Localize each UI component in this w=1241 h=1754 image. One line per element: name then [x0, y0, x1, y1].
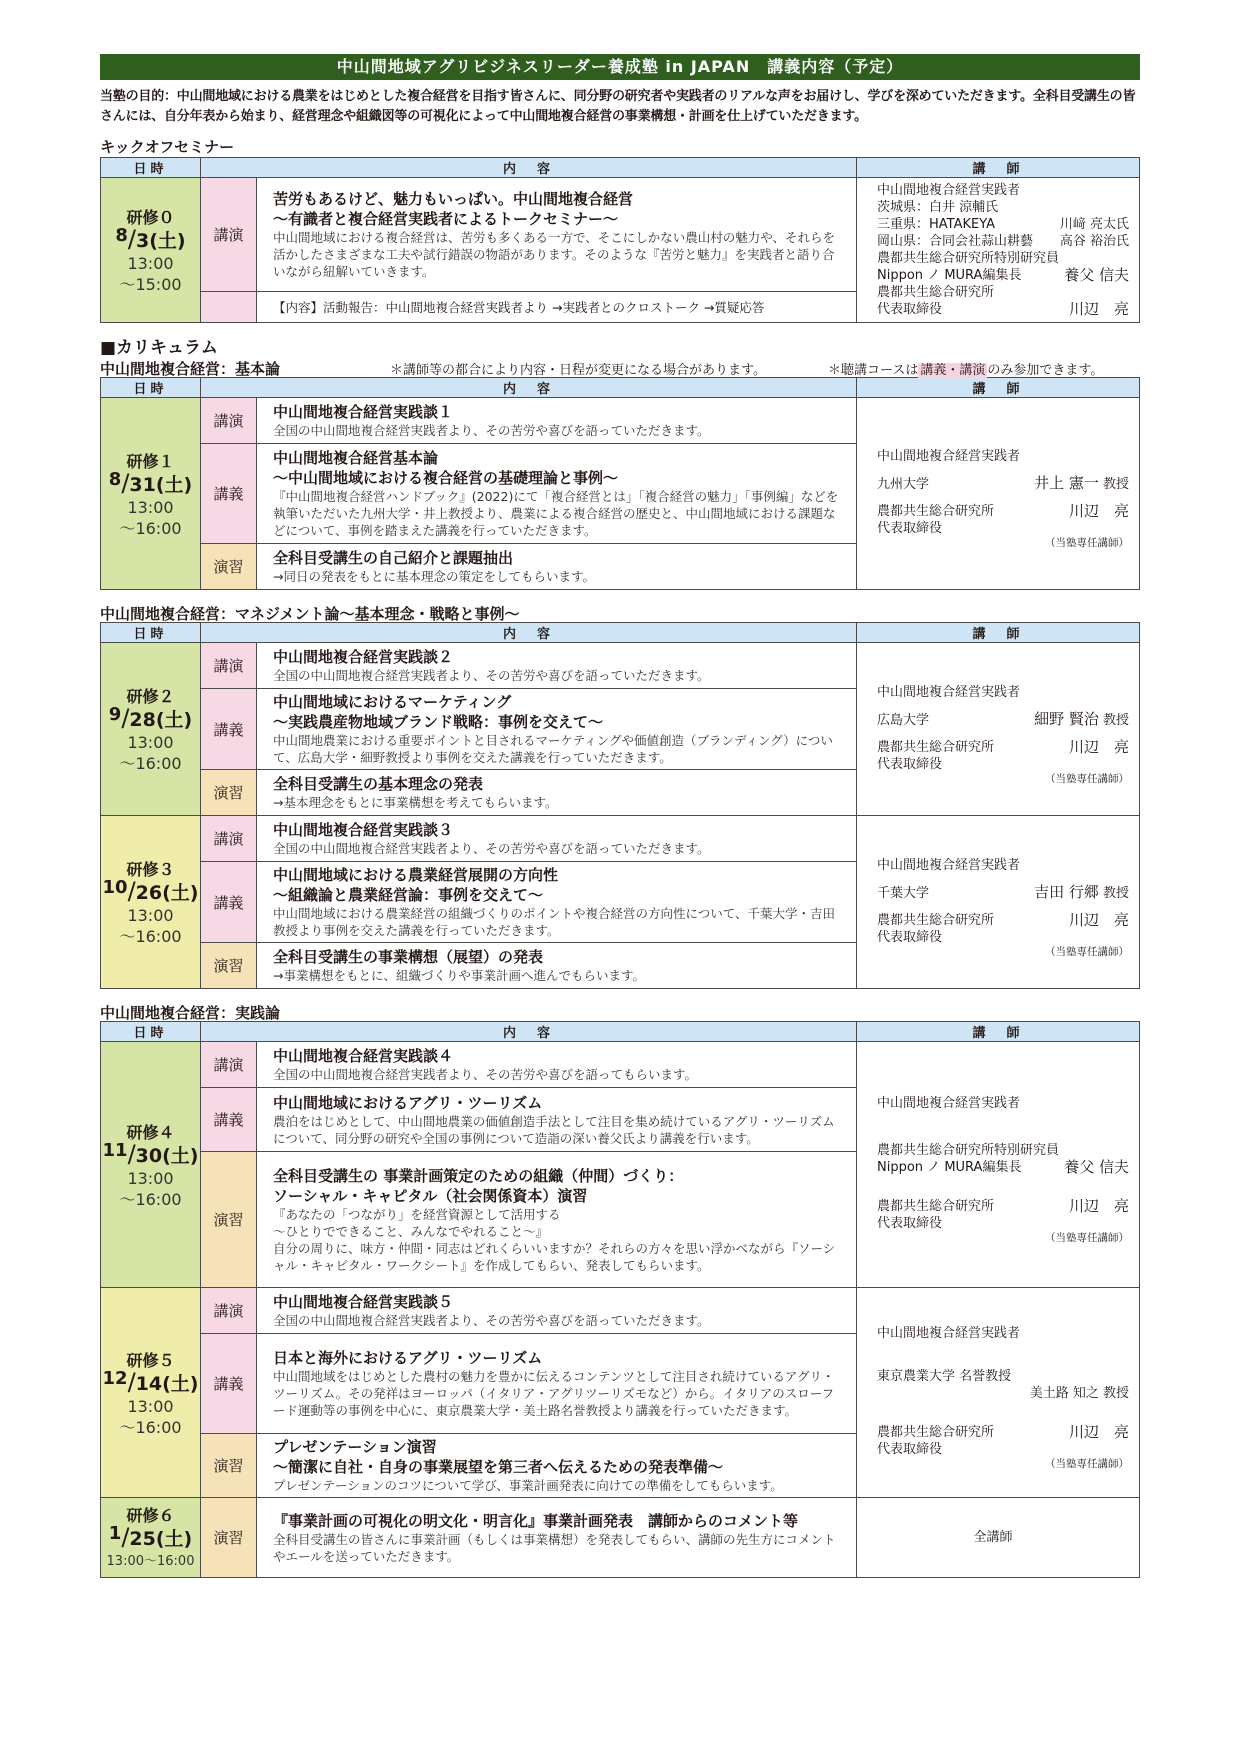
lecturer-name: 井上 憲一 [1034, 474, 1099, 492]
type-cell: 講演 [201, 1288, 257, 1334]
date-month: 1 [108, 1523, 122, 1544]
content-body: 自分の周りに、味方・仲間・同志はどれくらいいますか？それらの方々を思い浮かべながら『ソーシャル・キャピタル・ワークシート』を作成してもらい、発表してもらいます。 [273, 1240, 836, 1273]
content-body: 〜ひとりでできること、みんなでやれること〜』 [273, 1223, 549, 1239]
type-cell: 講義 [201, 862, 257, 943]
intro-text: 当塾の目的：中山間地域における農業をはじめとした複合経営を目指す皆さんに、同分野の研究者や実践者のリアルな声をお届けし、学びを深めていただきます。全科目受講生の皆さんには、自分年表から始まり、経営理念や組織図等の可視化によって中山間地複合経営の事業構想・計画を仕上げていただきます。 [100, 89, 1136, 124]
type-cell: 講演 [201, 178, 257, 292]
lecturer-affiliation: 農都共生総合研究所 [877, 1425, 995, 1440]
lecturer-cell [857, 1042, 1140, 1288]
content-body: 農泊をはじめとして、中山間地農業の価値創造手法として注目を集め続けているアグリ・ツーリズムについて、同分野の研究や全国の事例について造詣の深い養父氏より講義を行います。 [273, 1113, 835, 1146]
lecturer-title: 教授 [1102, 885, 1129, 901]
lecturer-title: Nippon ノ MURA編集長 [877, 1160, 1022, 1175]
lecturer-title: 代表取締役 [877, 1216, 943, 1231]
lecturer-name: 川﨑 亮太氏 [1059, 217, 1129, 232]
lecturer-note: （当塾専任講師） [1045, 537, 1129, 549]
lecturer-label: 中山間地複合経営実践者 [877, 857, 1021, 873]
session-label: 研修３ [126, 860, 175, 879]
lecturer-affiliation: 九州大学 [877, 477, 930, 492]
lecturer-cell [857, 643, 1140, 816]
lecturer-title: 教授 [1102, 1386, 1129, 1401]
lecturer-name: 養父 信夫 [1064, 266, 1129, 284]
date-day: 28(土) [129, 709, 193, 731]
content-subheading: 〜簡潔に自社・自身の事業展望を第三者へ伝えるための発表準備〜 [273, 1458, 724, 1476]
content-body: 全国の中山間地複合経営実践者より、その苦労や喜びを語っていただきます。 [273, 668, 710, 683]
lecturer-affiliation: 千葉大学 [877, 885, 930, 901]
lecturer-affiliation: 農都共生総合研究所 [877, 504, 995, 519]
time-start: 13:00 [127, 254, 174, 273]
date-day: 30(土) [135, 1144, 199, 1167]
lecturer-name: 川辺 亮 [1068, 910, 1129, 929]
content-heading: 日本と海外におけるアグリ・ツーリズム [273, 1349, 543, 1367]
date-cell: 研修５ 12/14(土) 13:00 〜16:00 [101, 1288, 201, 1498]
content-body: →同日の発表をもとに基本理念の策定をしてもらいます。 [273, 569, 595, 584]
content-cell [257, 689, 857, 770]
lecturer-name: 吉田 行郷 [1034, 882, 1099, 901]
page [100, 54, 1140, 1578]
content-heading: 中山間地複合経営基本論 [273, 449, 439, 467]
header-content: 内 容 [201, 623, 857, 643]
content-heading: 中山間地複合経営実践談３ [273, 821, 454, 839]
section-title: 中山間地複合経営：実践論 [100, 1003, 281, 1022]
date-month: 10 [102, 877, 128, 898]
time-range: 13:00〜16:00 [106, 1554, 195, 1569]
lecturer-line: 岡山県：合同会社蒜山耕藝 [877, 234, 1034, 249]
content-cell [257, 1334, 857, 1434]
date-cell: 研修４ 11/30(土) 13:00 〜16:00 [101, 1042, 201, 1288]
content-heading: 中山間地複合経営実践談２ [273, 648, 454, 666]
date-day: 26(土) [135, 882, 199, 904]
date-month: 8 [108, 468, 122, 490]
content-cell [257, 398, 857, 444]
lecturer-name: 美土路 知之 [1029, 1386, 1099, 1401]
lecturer-line: 茨城県：白井 涼輔氏 [877, 200, 999, 215]
content-cell [257, 178, 857, 292]
content-heading: 中山間地域におけるアグリ・ツーリズム [273, 1093, 543, 1112]
lecturer-name: 養父 信夫 [1064, 1158, 1129, 1176]
lecturer-cell [857, 178, 1140, 323]
content-body: 全国の中山間地複合経営実践者より、その苦労や喜びを語っていただきます。 [273, 1313, 710, 1328]
content-heading: 全科目受講生の基本理念の発表 [273, 775, 484, 793]
header-content: 内 容 [201, 1022, 857, 1042]
type-cell: 講演 [201, 643, 257, 689]
audit-note-c: のみ参加できます。 [987, 362, 1104, 378]
lecturer-cell: 全講師 [857, 1498, 1140, 1578]
type-cell: 講演 [201, 1042, 257, 1088]
content-heading: 中山間地複合経営実践談１ [273, 403, 454, 421]
page-banner: 中山間地域アグリビジネスリーダー養成塾 in JAPAN 講義内容（予定） [100, 54, 1140, 80]
lecturer-line: 三重県：HATAKEYA [877, 217, 996, 232]
time-end: 〜16:00 [119, 754, 182, 773]
date-day: 31(土) [129, 473, 193, 496]
type-cell: 講義 [201, 1088, 257, 1152]
content-body: 全国の中山間地複合経営実践者より、その苦労や喜びを語ってもらいます。 [273, 1067, 698, 1082]
session-label: 研修６ [126, 1506, 175, 1525]
type-cell: 演習 [201, 1152, 257, 1288]
time-end: 〜15:00 [119, 275, 182, 294]
content-body: 全国の中山間地複合経営実践者より、その苦労や喜びを語っていただきます。 [273, 423, 710, 438]
date-month: 11 [102, 1139, 128, 1161]
content-subheading: 〜有識者と複合経営実践者によるトークセミナー〜 [273, 210, 619, 229]
content-body: 中山間地域における農業経営の組織づくりのポイントや複合経営の方向性について、千葉大学・吉田教授より事例を交えた講義を行っていただきます。 [273, 906, 836, 938]
lecturer-label: 中山間地複合経営実践者 [877, 183, 1021, 198]
lecturer-affiliation: 農都共生総合研究所 [877, 912, 995, 928]
header-date: 日時 [101, 158, 201, 178]
content-cell [257, 1288, 857, 1334]
lecturer-affiliation: 東京農業大学 名誉教授 [877, 1369, 1012, 1384]
date-cell: 研修６ 1/25(土) 13:00〜16:00 [101, 1498, 201, 1578]
time-start: 13:00 [127, 906, 174, 925]
lecturer-title: 代表取締役 [877, 756, 943, 772]
date-month: 8 [115, 225, 128, 246]
content-body: 『中山間地複合経営ハンドブック』(2022)にて「複合経営とは」「複合経営の魅力」「事例編」などを執筆いただいた九州大学・井上教授より、農業による複合経営の歴史と、中山間地域における課題などについて、事例を踏まえた講義を行っていただきます。 [273, 489, 839, 538]
content-cell [257, 544, 857, 590]
content-subheading: 〜中山間地域における複合経営の基礎理論と事例〜 [273, 469, 619, 487]
header-date: 日時 [101, 623, 201, 643]
session-label: 研修１ [126, 451, 175, 471]
content-body: プレゼンテーションのコツについて学び、事業計画発表に向けての準備をしてもらいます。 [273, 1478, 783, 1493]
type-cell: 演習 [201, 943, 257, 989]
kickoff-table [100, 157, 1140, 323]
content-body: →基本理念をもとに事業構想を考えてもらいます。 [273, 795, 558, 810]
date-cell: 研修３ 10/26(土) 13:00 〜16:00 [101, 816, 201, 989]
content-cell [257, 1088, 857, 1152]
header-content: 内 容 [201, 158, 857, 178]
type-cell: 講義 [201, 444, 257, 544]
header-lecturer: 講 師 [857, 158, 1140, 178]
lecturer-affiliation: 農都共生総合研究所特別研究員 [877, 1143, 1060, 1158]
content-body: 『あなたの「つながり」を経営資源として活用する [273, 1206, 561, 1222]
time-end: 〜16:00 [119, 1189, 182, 1209]
content-heading: 中山間地域におけるマーケティング [273, 693, 512, 711]
header-lecturer: 講 師 [857, 378, 1140, 398]
type-cell: 講演 [201, 816, 257, 862]
type-cell: 演習 [201, 1434, 257, 1498]
header-lecturer: 講 師 [857, 623, 1140, 643]
lecturer-title: 教授 [1102, 477, 1129, 492]
type-cell: 演習 [201, 544, 257, 590]
type-cell: 演習 [201, 770, 257, 816]
audit-note-highlight: 講義・講演 [920, 362, 986, 378]
content-heading: 『事業計画の可視化の明文化・明言化』事業計画発表 講師からのコメント等 [273, 1511, 799, 1530]
content-cell [257, 444, 857, 544]
content-heading: 全科目受講生の事業構想（展望）の発表 [273, 948, 544, 966]
content-cell [257, 643, 857, 689]
lecturer-line: 代表取締役 [877, 302, 943, 317]
date-cell: 研修１ 8/31(土) 13:00 〜16:00 [101, 398, 201, 590]
session-2-3-table [100, 622, 1140, 989]
content-body: 中山間地農業における重要ポイントと目されるマーケティングや価値創造（ブランディング）について、広島大学・細野教授より事例を交えた講義を行っていただきます。 [273, 733, 833, 765]
content-heading: 苦労もあるけど、魅力もいっぱい。中山間地複合経営 [273, 190, 634, 209]
time-end: 〜16:00 [119, 518, 182, 538]
audit-note-a: ＊聴講コースは [828, 362, 919, 378]
date-day: 14(土) [135, 1372, 199, 1395]
lecturer-title: 代表取締役 [877, 1442, 943, 1457]
session-4-6-table [100, 1021, 1140, 1578]
type-cell-blank [201, 292, 257, 323]
header-lecturer: 講 師 [857, 1022, 1140, 1042]
header-content: 内 容 [201, 378, 857, 398]
header-date: 日時 [101, 1022, 201, 1042]
content-subheading: 〜実践農産物地域ブランド戦略：事例を交えて〜 [273, 713, 604, 731]
content-cell [257, 1152, 857, 1288]
type-cell: 講演 [201, 398, 257, 444]
content-cell [257, 816, 857, 862]
lecturer-cell [857, 1288, 1140, 1498]
content-subheading: ソーシャル・キャピタル（社会関係資本）演習 [273, 1186, 588, 1205]
content-heading: 全科目受講生の 事業計画策定のための組織（仲間）づくり： [273, 1166, 684, 1185]
time-end: 〜16:00 [119, 927, 182, 946]
date-day: 25(土) [129, 1528, 193, 1550]
lecturer-cell [857, 398, 1140, 590]
time-start: 13:00 [127, 1168, 174, 1188]
content-heading: 中山間地域における農業経営展開の方向性 [273, 866, 559, 884]
content-body: →事業構想をもとに、組織づくりや事業計画へ進んでもらいます。 [273, 968, 645, 983]
lecturer-note: （当塾専任講師） [1045, 945, 1129, 958]
lecturer-name: 細野 賢治 [1034, 709, 1099, 728]
type-cell: 講義 [201, 1334, 257, 1434]
content-cell [257, 862, 857, 943]
lecturer-note: （当塾専任講師） [1045, 1458, 1129, 1470]
content-subheading: 〜組織論と農業経営論：事例を交えて〜 [273, 886, 544, 904]
lecturer-line: Nippon ノ MURA編集長 [877, 268, 1022, 283]
content-note: 【内容】活動報告：中山間地複合経営実践者より →実践者とのクロストーク →質疑応答 [257, 292, 857, 323]
session-label: 研修４ [126, 1122, 175, 1142]
date-cell: 研修２ 9/28(土) 13:00 〜16:00 [101, 643, 201, 816]
content-heading: 中山間地複合経営実践談４ [273, 1047, 454, 1065]
content-heading: 中山間地複合経営実践談５ [273, 1293, 454, 1311]
lecturer-label: 中山間地複合経営実践者 [877, 684, 1021, 700]
lecturer-name: 川辺 亮 [1068, 300, 1129, 318]
content-body: 全国の中山間地複合経営実践者より、その苦労や喜びを語っていただきます。 [273, 841, 710, 856]
content-body: 全科目受講生の皆さんに事業計画（もしくは事業構想）を発表してもらい、講師の先生方にコメントやエールを送っていただきます。 [273, 1531, 836, 1564]
date-month: 9 [108, 704, 122, 725]
content-cell [257, 770, 857, 816]
session-label: 研修２ [126, 687, 175, 706]
lecturer-affiliation: 農都共生総合研究所 [877, 1199, 995, 1214]
content-body: 中山間地域をはじめとした農村の魅力を豊かに伝えるコンテンツとして注目され続けているアグリ・ツーリズム。その発祥はヨーロッパ（イタリア・アグリツーリズモなど）から。イタリアのスローフード運動等の事例を中心に、東京農業大学・美土路名誉教授より講義を行っていただきます。 [273, 1369, 835, 1418]
schedule-note: ＊講師等の都合により内容・日程が変更になる場合があります。 [390, 362, 766, 378]
lecturer-affiliation: 農都共生総合研究所 [877, 739, 995, 755]
time-start: 13:00 [127, 497, 174, 517]
type-cell: 演習 [201, 1498, 257, 1578]
lecturer-name: 川辺 亮 [1068, 502, 1129, 520]
audit-note [828, 359, 1140, 378]
time-start: 13:00 [127, 733, 174, 752]
time-end: 〜16:00 [119, 1417, 182, 1437]
lecturer-note: （当塾専任講師） [1045, 772, 1129, 785]
content-cell [257, 1042, 857, 1088]
content-cell [257, 943, 857, 989]
lecturer-line: 農都共生総合研究所特別研究員 [877, 251, 1060, 266]
content-cell [257, 1434, 857, 1498]
content-cell [257, 1498, 857, 1578]
session-label: 研修５ [126, 1350, 175, 1370]
lecturer-label: 中山間地複合経営実践者 [877, 1096, 1021, 1111]
date-cell: 研修０ 8/3(土) 13:00 〜15:00 [101, 178, 201, 323]
date-month: 12 [102, 1367, 128, 1389]
section-title: 中山間地複合経営：基本論 [100, 359, 281, 378]
time-start: 13:00 [127, 1396, 174, 1416]
lecturer-name: 川辺 亮 [1068, 1197, 1129, 1215]
lecturer-cell [857, 816, 1140, 989]
content-heading: プレゼンテーション演習 [273, 1438, 437, 1456]
content-body: 中山間地域における複合経営は、苦労も多くある一方で、そこにしかない農山村の魅力や、それらを活かしたさまざまな工夫や試行錯誤の物語があります。そのような『苦労と魅力』を実践者と語り合いながら紐解いていきます。 [273, 230, 836, 280]
lecturer-affiliation: 広島大学 [877, 712, 930, 728]
curriculum-title: ■カリキュラム [100, 338, 218, 358]
lecturer-title: 教授 [1102, 712, 1129, 728]
type-cell: 講義 [201, 689, 257, 770]
lecturer-line: 農都共生総合研究所 [877, 285, 995, 300]
lecturer-name: 川辺 亮 [1068, 1423, 1129, 1441]
lecturer-name: 高谷 裕治氏 [1059, 234, 1129, 249]
section-title: 中山間地複合経営：マネジメント論〜基本理念・戦略と事例〜 [100, 604, 520, 623]
date-day: 3(土) [136, 230, 186, 252]
kickoff-title: キックオフセミナー [100, 138, 235, 156]
lecturer-note: （当塾専任講師） [1045, 1232, 1129, 1244]
lecturer-label: 中山間地複合経営実践者 [877, 1326, 1021, 1341]
lecturer-label: 中山間地複合経営実践者 [877, 449, 1021, 464]
session-label: 研修０ [126, 208, 175, 227]
lecturer-name: 川辺 亮 [1068, 737, 1129, 756]
lecturer-title: 代表取締役 [877, 521, 943, 536]
session-1-table [100, 377, 1140, 590]
content-heading: 全科目受講生の自己紹介と課題抽出 [273, 549, 514, 567]
lecturer-title: 代表取締役 [877, 929, 943, 945]
header-date: 日時 [101, 378, 201, 398]
